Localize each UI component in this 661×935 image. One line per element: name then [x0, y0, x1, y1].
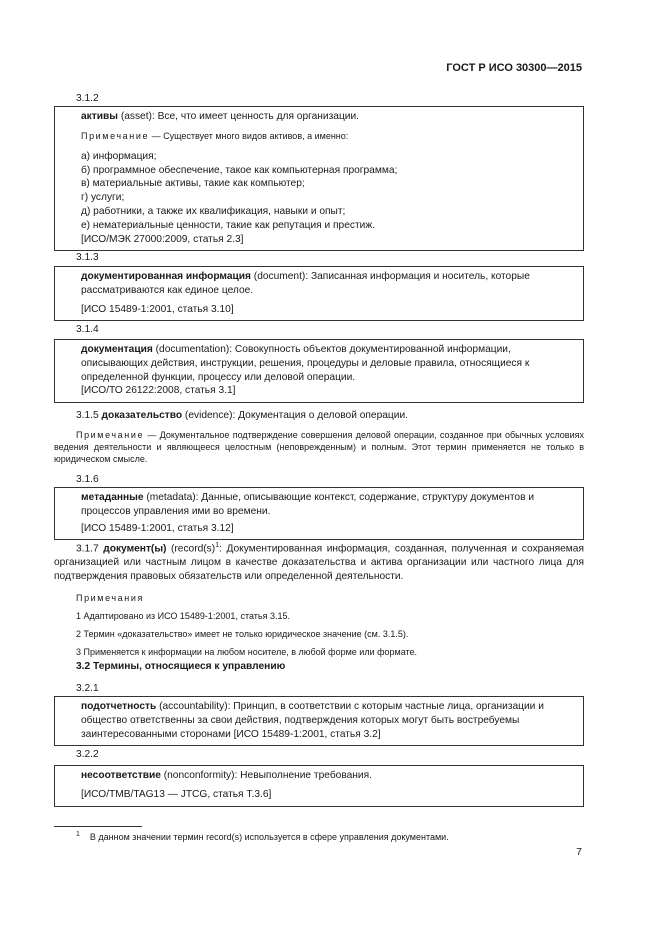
- footnote-separator: [54, 826, 142, 827]
- clause-3-1-5: [54, 409, 584, 465]
- note-item: 1 Адаптировано из ИСО 15489-1:2001, статья 3.15.: [76, 610, 290, 621]
- term-documentation-definition: (documentation): Совокупность объектов документированной информации, описывающих действия, инструкции, решения, процедуры и деловые правила, относящиеся к определенной функции, процессу или деловой операции.: [81, 344, 530, 383]
- term-box-documentation: [54, 339, 584, 403]
- clause-3-1-7: [54, 541, 584, 658]
- note-text: — Существует много видов активов, а именно:: [149, 130, 349, 141]
- term-accountability-definition: (accountability): Принцип, в соответствии с которым частные лица, организации и общество ответственны за свои действия, подтверждения которых могут быть востребуемы заинтересованными сторонами [ИСО 15489-1:2001, статья 3.2]: [81, 701, 544, 740]
- footnote-mark: 1: [76, 831, 80, 838]
- note-text: — Документальное подтверждение совершения деловой операции, созданное при обычных условиях ведения деятельности и являющееся целостным (неповрежденным) и полным. Этот термин применяется не только в юридическом смысле.: [54, 429, 584, 465]
- term-box-document: [54, 266, 584, 321]
- clause-number-3-1-2: 3.1.2: [76, 93, 99, 104]
- list-item: а) информация;: [81, 150, 157, 162]
- footnote-text: В данном значении термин record(s) используется в сфере управления документами.: [89, 832, 449, 842]
- term-asset: активы: [81, 111, 118, 122]
- list-item: в) материальные активы, такие как компьютер;: [81, 178, 305, 190]
- term-records: документ(ы): [103, 543, 167, 555]
- term-records-definition: : Документированная информация, созданная, полученная и сохраняемая организацией или частным лицом в качестве доказательства и актива организации или частного лица для подтверждения правовых обязательств или определенной деятельности.: [54, 543, 584, 582]
- list-item: б) программное обеспечение, такое как компьютерная программа;: [81, 164, 398, 176]
- term-box-accountability: [54, 696, 584, 746]
- term-box-metadata: [54, 487, 584, 540]
- clause-number-3-2-2: 3.2.2: [76, 749, 99, 760]
- source-reference: [ИСО 15489-1:2001, статья 3.12]: [81, 522, 234, 534]
- list-item: е) нематериальные ценности, такие как репутация и престиж.: [81, 219, 375, 231]
- page-number: 7: [576, 846, 582, 858]
- term-document-definition: (document): Записанная информация и носитель, которые рассматриваются как единое целое.: [81, 271, 530, 296]
- notes-label: Примечания: [76, 592, 144, 603]
- source-reference: [ИСО/МЭК 27000:2009, статья 2.3]: [81, 233, 244, 245]
- term-metadata-definition: (metadata): Данные, описывающие контекст, содержание, структуру документов и процессов управления ими во времени.: [81, 492, 535, 517]
- list-item: д) работники, а также их квалификация, навыки и опыт;: [81, 205, 346, 217]
- term-documentation: документация: [81, 344, 153, 355]
- clause-number-3-1-3: 3.1.3: [76, 252, 99, 263]
- footnote: [76, 830, 449, 843]
- list-item: г) услуги;: [81, 192, 125, 204]
- source-reference: [ИСО 15489-1:2001, статья 3.10]: [81, 303, 234, 315]
- document-standard-id: ГОСТ Р ИСО 30300—2015: [446, 62, 582, 74]
- term-accountability: подотчетность: [81, 701, 157, 712]
- term-records-en: (record(s): [166, 543, 216, 555]
- source-reference: [ИСО/TMB/TAG13 — JTCG, статья T.3.6]: [81, 788, 272, 800]
- note-label: Примечание: [81, 130, 150, 141]
- term-evidence: доказательство: [101, 410, 183, 421]
- note-item: 2 Термин «доказательство» имеет не только юридическое значение (см. 3.1.5).: [76, 628, 409, 639]
- footnote-ref[interactable]: 1: [215, 542, 220, 549]
- term-box-asset: [54, 106, 584, 251]
- note-label: Примечание: [76, 429, 145, 440]
- clause-number-3-1-6: 3.1.6: [76, 474, 99, 485]
- term-nonconformity-definition: (nonconformity): Невыполнение требования.: [160, 770, 372, 781]
- term-document: документированная информация: [81, 271, 251, 282]
- note-item: 3 Применяется к информации на любом носителе, в любой форме или формате.: [76, 647, 418, 658]
- clause-number-3-2-1: 3.2.1: [76, 683, 99, 694]
- term-box-nonconformity: [54, 765, 584, 807]
- term-nonconformity: несоответствие: [81, 770, 161, 781]
- section-heading: 3.2 Термины, относящиеся к управлению: [76, 661, 286, 672]
- source-reference: [ИСО/ТО 26122:2008, статья 3.1]: [81, 385, 236, 397]
- section-3-2: [54, 660, 584, 674]
- term-asset-definition: (asset): Все, что имеет ценность для организации.: [117, 111, 359, 122]
- clause-number-3-1-4: 3.1.4: [76, 324, 99, 335]
- term-metadata: метаданные: [81, 492, 144, 503]
- clause-number-3-1-7: 3.1.7: [76, 543, 99, 555]
- clause-number-3-1-5: 3.1.5: [76, 410, 99, 421]
- term-evidence-definition: (evidence): Документация о деловой операции.: [182, 410, 408, 421]
